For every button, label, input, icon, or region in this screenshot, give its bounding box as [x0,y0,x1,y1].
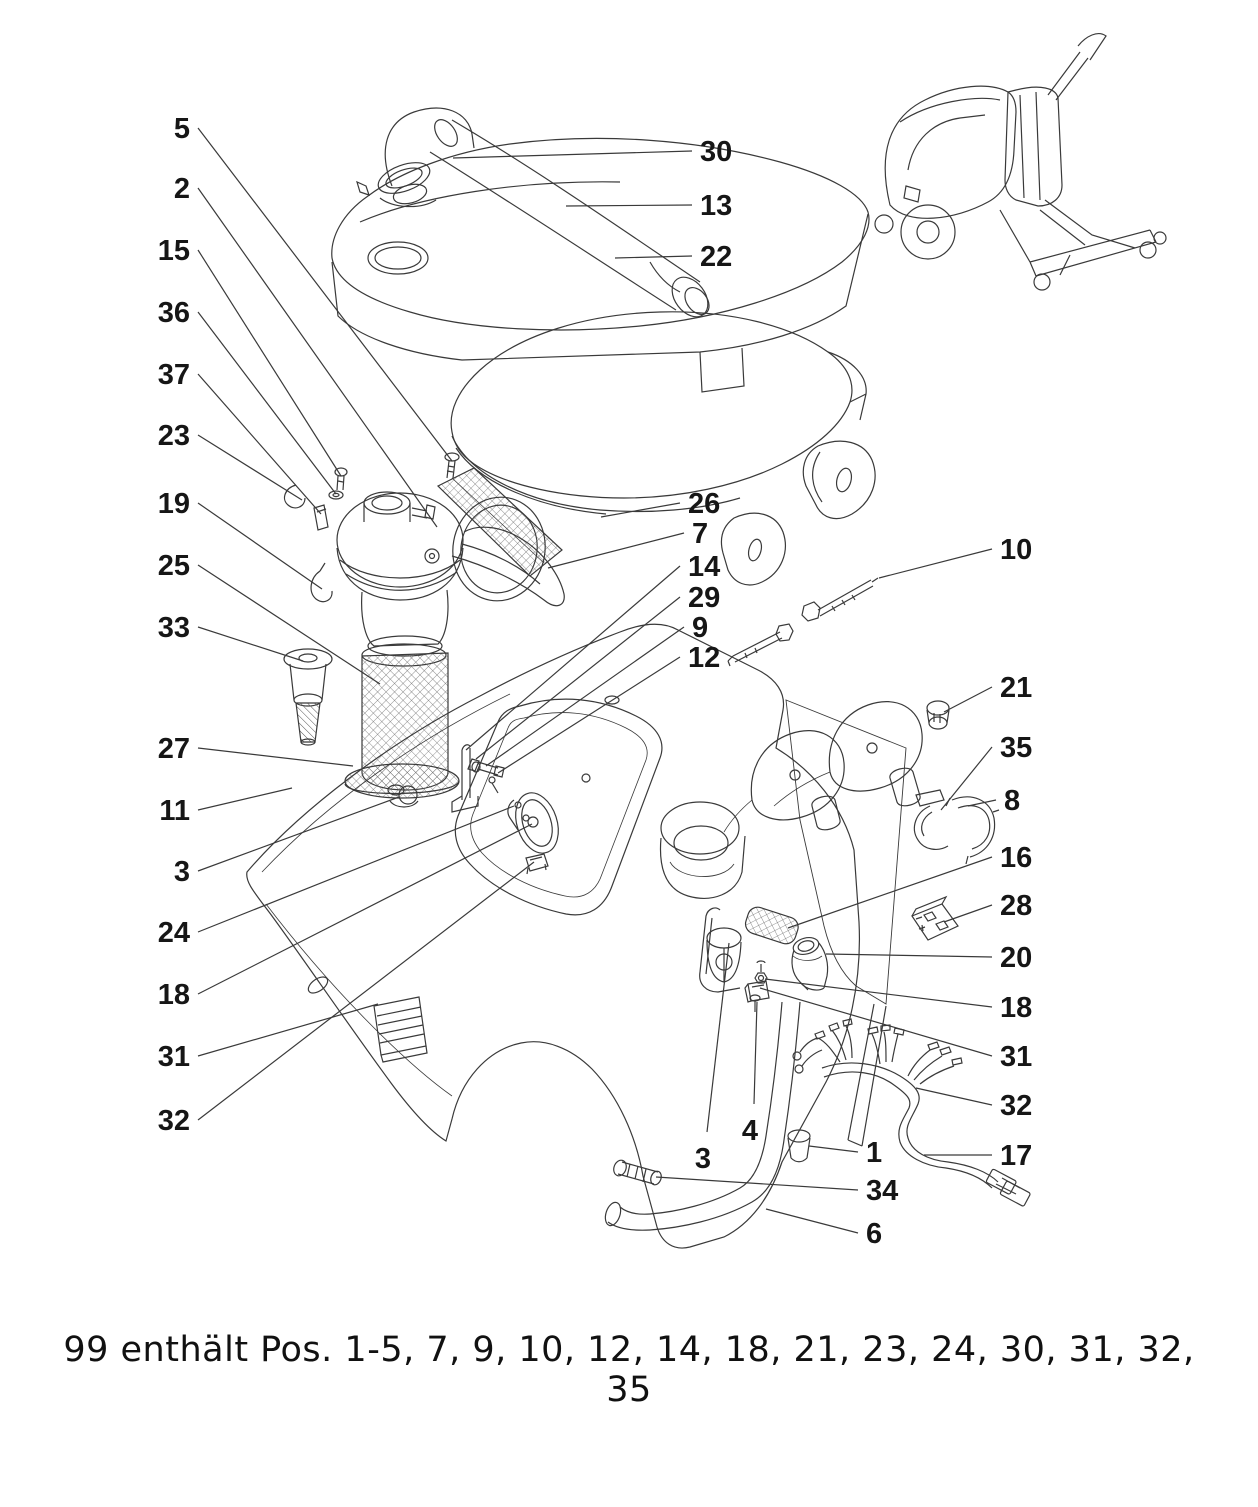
hinge-hook-bracket-right [803,441,875,518]
sensor-bracket [452,745,504,812]
drain-plug-33 [284,649,332,745]
leader-line-4 [754,1002,757,1104]
callout-number-25: 25 [157,550,190,582]
callout-number-31: 31 [157,1041,190,1073]
callout-number-20: 20 [1000,942,1033,974]
callout-number-18: 18 [1000,992,1033,1024]
leader-line-32 [916,1088,992,1105]
screw-5 [445,453,459,478]
machine-thumbnail [875,34,1166,290]
leader-line-33 [198,627,303,661]
leader-line-34 [656,1177,858,1190]
barb-fitting-34 [612,1158,663,1186]
tank-lid [332,138,869,392]
callout-number-7: 7 [692,518,709,550]
callout-number-29: 29 [688,582,721,614]
callout-number-6: 6 [866,1218,883,1250]
parts-caption: 99 enthält Pos. 1-5, 7, 9, 10, 12, 14, 18, 21, 23, 24, 30, 31, 32, 35 [63,1330,1195,1410]
callout-number-36: 36 [157,297,190,329]
leader-line-18 [765,979,992,1007]
callout-number-33: 33 [157,612,190,644]
leader-line-6 [766,1209,858,1233]
leader-line-19 [198,503,322,589]
leader-line-21 [944,687,992,712]
drain-hose-6 [603,1002,800,1230]
leader-line-27 [198,748,353,766]
clamp-8 [946,797,999,864]
leader-line-2 [198,188,437,527]
bracket-31 [745,981,769,1002]
leader-line-13 [566,205,692,206]
callout-number-11: 11 [159,795,190,827]
leader-line-35 [941,747,992,810]
callout-number-27: 27 [157,733,190,765]
leader-line-23 [198,435,302,500]
wire-hook-23 [285,485,305,508]
callout-number-3: 3 [173,856,190,888]
callout-number-9: 9 [692,612,709,644]
callout-number-15: 15 [157,235,190,267]
callout-number-16: 16 [1000,842,1033,874]
leader-line-3 [198,797,399,871]
tank-neck-opening [660,802,745,898]
callout-number-1: 1 [866,1137,883,1169]
callout-number-14: 14 [688,551,721,583]
leader-line-15 [198,250,341,476]
connector-28 [912,897,958,940]
vacuum-hose [430,116,715,324]
leader-line-11 [198,788,292,810]
callout-number-8: 8 [1004,785,1021,817]
seal-disc [508,787,566,858]
callout-number-18: 18 [157,979,190,1011]
hinge-hook-bracket-left [721,513,785,585]
leader-line-26 [601,503,680,517]
leader-line-30 [453,151,692,158]
recovery-cover [451,312,866,514]
plug-21 [927,701,949,729]
callout-number-10: 10 [1000,534,1033,566]
callout-number-37: 37 [157,359,190,391]
callout-number-32: 32 [1000,1090,1033,1122]
callout-number-21: 21 [1000,672,1033,704]
hose-clip [526,854,548,874]
leader-line-37 [198,374,321,514]
leader-line-7 [548,533,684,568]
leader-line-31 [198,1004,378,1056]
callout-number-23: 23 [157,420,190,452]
leader-line-18 [198,824,532,994]
callout-number-30: 30 [700,136,733,168]
nut-18 [755,961,767,983]
callout-number-34: 34 [866,1175,899,1207]
callout-number-13: 13 [700,190,733,222]
leader-line-14 [466,566,680,750]
callout-number-32: 32 [157,1105,190,1137]
wire-hook-19 [311,563,332,602]
callout-number-31: 31 [1000,1041,1033,1073]
callout-number-28: 28 [1000,890,1033,922]
leader-line-20 [826,954,992,957]
leader-line-16 [788,857,992,928]
leader-line-28 [944,905,992,922]
callout-number-4: 4 [741,1115,759,1147]
callout-number-19: 19 [157,488,190,520]
callout-number-3: 3 [694,1143,712,1175]
elbow-fitting-20 [791,935,827,990]
leader-line-3 [707,943,729,1132]
washer-36 [329,491,343,499]
leader-line-1 [809,1146,858,1152]
callout-number-35: 35 [1000,732,1033,764]
leader-line-12 [498,657,680,773]
callout-number-22: 22 [700,241,733,273]
wiring-harness [793,1019,1031,1207]
callout-number-12: 12 [688,642,721,674]
screw-15 [335,468,347,490]
louver-vent [374,997,427,1062]
leader-line-32 [198,862,534,1120]
grip-pad-16 [743,905,801,947]
armrest-bracket-left [724,731,844,832]
leader-line-5 [198,128,452,461]
callout-number-2: 2 [173,173,190,205]
callout-number-5: 5 [173,113,190,145]
leader-line-36 [198,312,336,494]
leader-line-10 [879,549,992,578]
leader-line-22 [615,256,692,258]
leader-line-29 [476,597,680,759]
callout-number-24: 24 [157,917,190,949]
bolt-10a [802,578,878,621]
callout-number-17: 17 [1000,1140,1033,1172]
vacuum-motor [337,492,463,656]
callout-number-26: 26 [688,488,721,520]
